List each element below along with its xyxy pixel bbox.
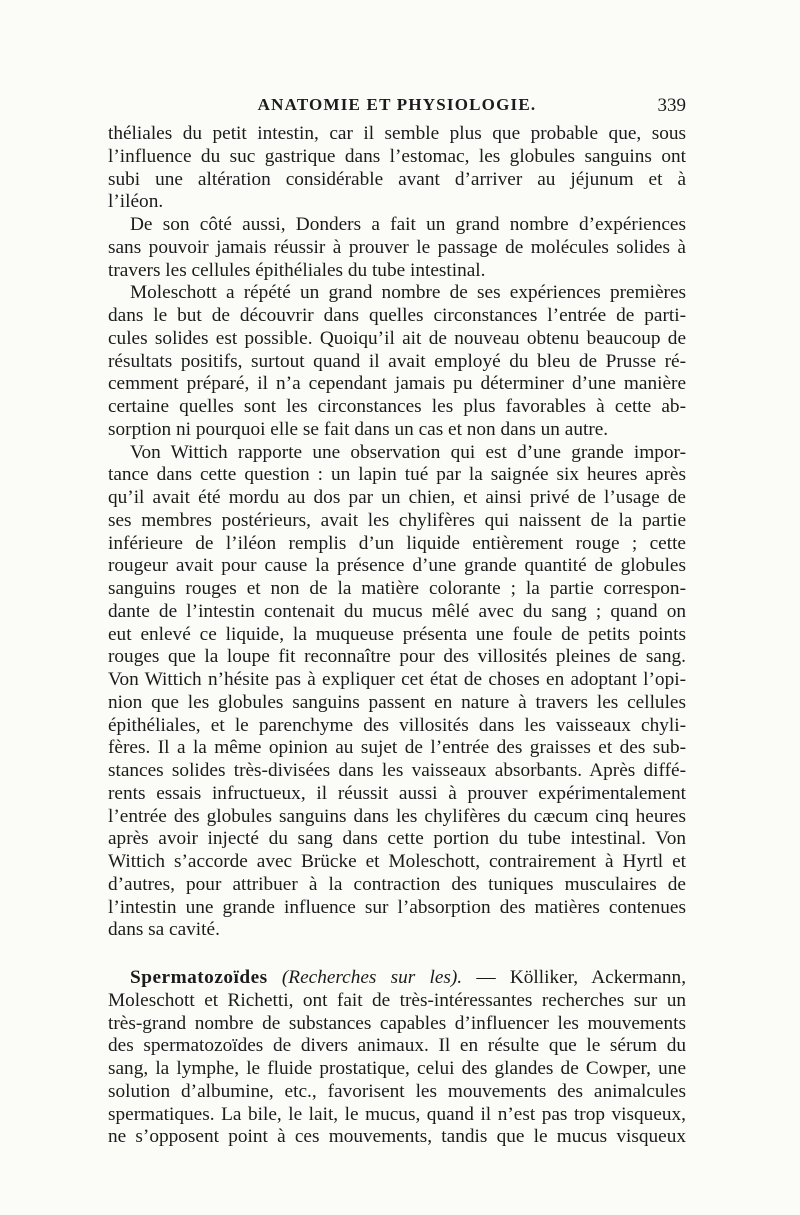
section-gap <box>108 942 686 967</box>
text-line: l’entrée des globules sanguins dans les chylifères du cæcum cinq heures <box>108 805 686 827</box>
text-line: sanguins rouges et non de la matière colorante ; la partie correspon- <box>108 578 686 599</box>
text-line: eut enlevé ce liquide, la muqueuse présenta une foule de petits points <box>108 623 686 645</box>
text-line: travers les cellules épithéliales du tube intestinal. <box>108 259 486 281</box>
text-line: Von Wittich n’hésite pas à expliquer cet état de choses en adoptant l’opi- <box>108 669 686 690</box>
section-heading: Spermatozoïdes <box>130 967 268 988</box>
text-line: ne s’opposent point à ces mouvements, tandis que le mucus visqueux <box>108 1126 686 1148</box>
text-line: très-grand nombre de substances capables d’influencer les mouvements <box>108 1012 686 1034</box>
section-reference: (Recherches sur les). <box>281 967 463 988</box>
text-line: fères. Il a la même opinion au sujet de l’entrée des graisses et des sub- <box>108 737 686 759</box>
running-title: ANATOMIE ET PHYSIOLOGIE. <box>257 95 537 114</box>
text-line: cemment préparé, il n’a cependant jamais pu déterminer d’une manière <box>108 373 686 395</box>
text-line: inférieure de l’iléon remplis d’un liquide entièrement rouge ; cette <box>108 532 686 554</box>
text-line: Von Wittich rapporte une observation qui est d’une grande impor- <box>130 441 686 463</box>
text-line: d’autres, pour attribuer à la contraction des tuniques musculaires de <box>108 873 686 895</box>
text-line: l’iléon. <box>108 191 164 213</box>
text-line: rents essais infructueux, il réussit aussi à prouver expérimentalement <box>108 782 686 804</box>
text-line: sans pouvoir jamais réussir à prouver le passage de molécules solides à <box>108 236 686 258</box>
text-line: Moleschott et Richetti, ont fait de très-intéressantes recherches sur un <box>108 989 686 1011</box>
text-line: l’influence du suc gastrique dans l’estomac, les globules sanguins ont <box>108 145 686 167</box>
text-line: Moleschott a répété un grand nombre de ses expériences premières <box>130 282 686 304</box>
paragraph <box>108 442 686 943</box>
text-line: dante de l’intestin contenait du mucus mêlé avec du sang ; quand on <box>108 600 686 622</box>
text-line: solution d’albumine, etc., favorisent les mouvements des animalcules <box>108 1080 686 1102</box>
section-first-line-rest: — Kölliker, Ackermann, <box>476 967 687 988</box>
text-line: sang, la lymphe, le fluide prostatique, celui des glandes de Cowper, une <box>108 1058 686 1079</box>
paragraph <box>108 123 686 214</box>
running-head <box>108 95 686 121</box>
text-line: rouges que la loupe fit reconnaître pour des villosités pleines de sang. <box>108 646 686 668</box>
text-line: dans sa cavité. <box>108 919 220 941</box>
text-line: théliales du petit intestin, car il semble plus que probable que, sous <box>108 123 686 144</box>
text-line: sorption ni pourquoi elle se fait dans un cas et non dans un autre. <box>108 418 609 440</box>
body-text <box>108 123 686 1149</box>
text-line: Wittich s’accorde avec Brücke et Moleschott, contrairement à Hyrtl et <box>108 851 686 872</box>
text-line: nion que les globules sanguins passent en nature à travers les cellules <box>108 691 686 713</box>
paragraph <box>108 214 686 282</box>
text-line: après avoir injecté du sang dans cette portion du tube intestinal. Von <box>108 828 686 850</box>
text-line: tance dans cette question : un lapin tué par la saignée six heures après <box>108 464 686 486</box>
text-line: subi une altération considérable avant d’arriver au jéjunum et à <box>108 168 686 190</box>
section-spermatozoides <box>108 967 686 1149</box>
text-line: stances solides très-divisées dans les vaisseaux absorbants. Après diffé- <box>108 760 686 781</box>
text-line: l’intestin une grande influence sur l’absorption des matières contenues <box>108 896 686 918</box>
section-first-line <box>108 967 686 990</box>
text-line: qu’il avait été mordu au dos par un chien, et ainsi privé de l’usage de <box>108 487 686 508</box>
text-line: des spermatozoïdes de divers animaux. Il en résulte que le sérum du <box>108 1035 686 1057</box>
text-line: épithéliales, et le parenchyme des villosités dans les vaisseaux chyli- <box>108 714 686 736</box>
text-line: cules solides est possible. Quoiqu’il ait de nouveau obtenu beaucoup de <box>108 327 686 349</box>
text-line: rougeur avait pour cause la présence d’une grande quantité de globules <box>108 555 686 577</box>
text-line: résultats positifs, surtout quand il avait employé du bleu de Prusse ré- <box>108 350 686 372</box>
page-number: 339 <box>657 95 686 116</box>
text-line: ses membres postérieurs, avait les chylifères qui naissent de la partie <box>108 509 686 531</box>
text-line: spermatiques. La bile, le lait, le mucus, quand il n’est pas trop visqueux, <box>108 1103 686 1125</box>
paragraph <box>108 282 686 441</box>
text-line: certaine quelles sont les circonstances les plus favorables à cette ab- <box>108 396 686 417</box>
text-line: De son côté aussi, Donders a fait un grand nombre d’expériences <box>130 214 686 235</box>
text-line: dans le but de découvrir dans quelles circonstances l’entrée de parti- <box>108 305 686 326</box>
